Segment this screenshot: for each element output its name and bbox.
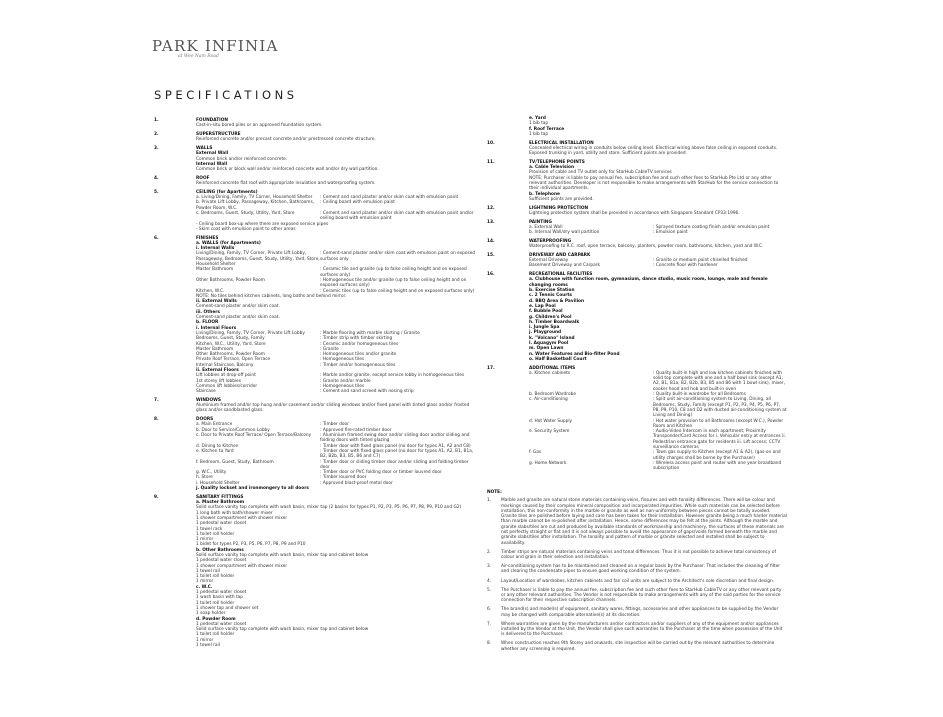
spec-line: 1 bib tap — [529, 121, 549, 127]
spec-row-item: Internal Staircase, Balcony — [196, 362, 254, 368]
spec-line: Aluminium framed and/or top hung and/or casement and/or sliding windows and/or fixed panel with tinted glass and/or frosted glass and/or sandblasted glass. — [196, 403, 470, 414]
spec-row-value: : Marble and/or granite, except service lobby in homogeneous tiles — [320, 373, 465, 379]
notes-list — [487, 498, 787, 652]
spec-row-value: : Timber and/or homogeneous tiles — [320, 362, 396, 368]
note-item — [487, 579, 787, 584]
spec-row — [529, 461, 787, 472]
notes-section — [487, 490, 787, 656]
spec-section-number: 16. — [487, 272, 495, 278]
spec-line: 1 toilet roll holder — [196, 600, 235, 606]
notes-label: NOTE: — [487, 490, 502, 495]
spec-row-item: Master Bathroom — [196, 267, 234, 273]
note-text: Air-conditioning system has to be maintained and cleaned on a regular basis by the Purchaser. That includes the cleaning of filter and clearing the condensate pipes to ensure good working condition of the system. — [501, 564, 780, 575]
spec-section-body — [487, 165, 787, 202]
spec-line: f. Bubble Pool — [529, 309, 563, 315]
spec-line: a. Cable Television — [529, 165, 575, 171]
spec-line: 1 mirror — [196, 537, 214, 543]
spec-row-item: Living/Dining, Family, TV Corner, Private Lift Lobby — [196, 330, 305, 336]
note-item — [487, 564, 787, 575]
spec-section-number: 6. — [154, 235, 159, 241]
spec-section-body — [487, 146, 787, 157]
spec-section-title: PAINTING — [529, 219, 552, 225]
spec-row-item: Bedrooms, Guest, Study, Family — [196, 336, 265, 342]
spec-section-body — [487, 225, 787, 236]
spec-row — [529, 371, 787, 392]
spec-row-value: : Quality built-in high and low kitchen cabinets finished with solid top complete with one and a half bowl sink (except A1, A2, B1, B1a, B2, B2b, B3, B5 and B6 with 1 bowl sink), mixer, cooker hood and hob and built-in oven — [653, 370, 786, 392]
spec-row-value: : Granite and/or marble — [320, 378, 371, 384]
spec-section — [487, 253, 787, 269]
spec-row-item: b. Internal Wall/dry wall partition — [529, 230, 600, 236]
spec-section-title: LIGHTNING PROTECTION — [529, 205, 589, 211]
spec-row — [196, 278, 476, 289]
spec-section — [487, 116, 787, 137]
spec-line: d. BBQ Area & Pavilion — [529, 298, 585, 304]
spec-line: c. W.C. — [196, 584, 213, 590]
spec-row-item: a. External Wall — [529, 224, 563, 230]
spec-row-value: : Homogeneous tile and/or granite (up to false ceiling height and on exposed surfaces only) — [320, 277, 467, 289]
spec-section-title: SANITARY FITTINGS — [196, 494, 244, 500]
spec-row — [196, 389, 476, 394]
spec-section-title: DOORS — [196, 417, 214, 423]
brand-name: PARK INFINIA — [152, 37, 279, 55]
spec-line: b. Telephone — [529, 191, 560, 197]
spec-line: 1 pedestal water closet — [196, 590, 247, 596]
note-text: Timber strips are natural materials containing veins and tonal differences. Thus it is not possible to achieve total consistency of colour and grain in their selection and installation. — [501, 549, 776, 561]
spec-line: 1 pedestal water closet — [196, 558, 247, 564]
spec-row-item: Other Bathrooms, Powder Room — [196, 352, 265, 358]
spec-section-title: WINDOWS — [196, 397, 221, 403]
spec-row-item: c. Bedrooms, Guest, Study, Utility, Yard, Store — [196, 211, 295, 217]
spec-row — [196, 267, 476, 278]
spec-line: b. Other Bathrooms — [196, 547, 244, 553]
spec-section — [487, 239, 787, 250]
spec-line: a. Master Bathroom — [196, 500, 245, 506]
spec-section — [154, 495, 476, 649]
spec-section-title: FINISHES — [196, 235, 219, 241]
spec-row-item: b. Bedroom Wardrobe — [529, 392, 576, 398]
spec-line: Common brick or block wall and/or reinforced concrete wall and/or dry wall partition. — [196, 167, 379, 173]
spec-row-value: : Timber door or PVC folding door or timber louvred door — [320, 470, 442, 476]
spec-row-value: : Ceramic tiles (up to false ceiling height and on exposed surfaces only) — [320, 288, 475, 294]
spec-line: 1 toilet roll holder — [196, 632, 235, 638]
spec-row-item: Basement Driveway and Carpark — [529, 263, 601, 269]
spec-row-item: a. Living/Dining, Family, TV Corner, Household Shelter — [196, 195, 313, 201]
note-number: 3. — [487, 564, 492, 570]
spec-section-body — [154, 137, 476, 142]
spec-line: e. Lap Pool — [529, 303, 556, 309]
spec-row-value: : Cement-sand plaster and/or skim coat with emulsion paint on exposed surfaces only — [320, 251, 476, 262]
spec-row-item: c. Air-conditioning — [529, 397, 568, 403]
spec-line: ii. External Walls — [196, 299, 237, 305]
spec-section-title: WATERPROOFING — [529, 238, 572, 244]
spec-row — [196, 200, 476, 211]
spec-section — [487, 220, 787, 236]
spec-row-item: 1st storey lift lobbies — [196, 378, 242, 384]
note-text: The brand(s) and model(s) of equipment, sanitary wares, fittings, accessories and other appliances to be supplied by the Vendor may be changed with comparable alternative(s) at its discretion. — [501, 607, 779, 618]
spec-row — [529, 230, 787, 235]
spec-line: - Skim coat with emulsion paint to other areas — [196, 226, 296, 232]
spec-section-number: 15. — [487, 252, 495, 258]
spec-section-number: 3. — [154, 145, 159, 151]
spec-line: Solid surface vanity top complete with wash basin, mixer tap and cabinet below — [196, 627, 369, 633]
spec-row-item: b. Private Lift Lobby, Passageway, Kitchen, Bathrooms, Powder Room, W.C. — [196, 200, 315, 211]
spec-row-item: b. Door to Service/Common Lobby — [196, 427, 270, 433]
spec-section-body — [487, 211, 787, 216]
spec-row — [529, 419, 787, 430]
note-text: The Purchaser is liable to pay the annual fee, subscription fee and such other fees to StarHub CableTV or any other relevant party or any other relevant authorities. The Vendor is not responsible to make arrangements with any of the said parties for the service connection for their respective subscription channels. — [501, 587, 782, 604]
spec-row-value: : Quality built-in wardrobe for all Bedrooms — [653, 392, 746, 398]
spec-row — [529, 450, 787, 461]
spec-section — [154, 190, 476, 232]
spec-line: a. WALLS (for Apartments) — [196, 240, 261, 246]
spec-section-body — [154, 241, 476, 395]
spec-line: f. Roof Terrace — [529, 126, 565, 132]
spec-section — [154, 132, 476, 143]
note-item — [487, 622, 787, 638]
spec-line: i. Internal Walls — [196, 246, 235, 252]
spec-line: k. "Volcano" Island — [529, 335, 575, 341]
spec-line: Provision of cable and TV outlet only for StarHub CableTV services — [529, 170, 672, 176]
note-item — [487, 588, 787, 604]
spec-row-item: f. Bedroom, Guest, Study, Bathroom — [196, 459, 274, 465]
spec-row-item: e. Kitchen to Yard — [196, 448, 234, 454]
spec-line: m. Open Lawn — [529, 346, 564, 352]
spec-row-item: Private Roof Terrace, Open Terrace — [196, 357, 271, 363]
spec-row — [196, 211, 476, 222]
spec-row-value: : Timber door or sliding timber door and/or sliding and folding timber door — [320, 459, 469, 470]
note-number: 5. — [487, 587, 492, 593]
spec-section — [487, 272, 787, 362]
spec-row-value: : Granite or medium point chiselled finished — [653, 258, 748, 264]
spec-row-value: : Audio-Video Intercom in each apartment; Proximity Transponder/Card Access for i. Vehicular entry at entrances ii. Pedestrian entrance gate for residents iii. Lift access; CCTV surveillance cameras — [653, 429, 786, 451]
spec-line: d. Powder Room — [196, 616, 236, 622]
spec-line: Internal Wall — [196, 161, 228, 167]
spec-row-item: e. Security System — [529, 429, 570, 435]
spec-section-number: 8. — [154, 417, 159, 423]
spec-section-body — [154, 195, 476, 232]
spec-section — [487, 366, 787, 472]
spec-section-body — [487, 244, 787, 249]
spec-line: 1 long bath with bath/shower mixer — [196, 510, 273, 516]
spec-row-value: : Sprayed texture coating finish and/or emulsion paint — [653, 224, 770, 230]
note-text: Marble and granite are natural stone materials containing veins, fissures and with tonality differences. There will be colour and markings caused by their complex mineral composition and incorporated impurities. While such materials can be selected before installation, this non-conformity in the marble or granite as well as non-uniformity between pieces cannot be totally avoided. Granite tiles are polished before laying and care has been taken for their installation. However granite being a much harder material than marble cannot be re-polished after installation. Hence, some differences may be felt at the joints. Although the marble and granite slabs/tiles are cut and produced by available standards of workmanship and machinery, the surfaces of these materials are not perfectly straight or flat and it is not always possible to avoid the appearance of gaps/voids formed beneath the marble and granite slabs/tiles after installation. The tonality and pattern of marble or granite selected and installed shall be subject to availability. — [501, 498, 787, 546]
note-number: 7. — [487, 621, 492, 627]
spec-section-body — [154, 181, 476, 186]
spec-line: Common brick and/or reinforced concrete. — [196, 156, 288, 162]
spec-row-value: : Split unit air-conditioning system to Living, Dining, all Bedrooms, Study, Family (except P1, P2, P3, P4, P5, P6, P7, P8, P9, P10, C8 and D2 with ducted air-conditioning system at Living and Dining) — [653, 397, 787, 419]
spec-section — [154, 417, 476, 491]
spec-section-body — [154, 403, 476, 414]
spec-row-value: : Ceramic tile and granite (up to false ceiling height and on exposed surfaces only) — [320, 267, 467, 278]
spec-line: o. Half Basketball Court — [529, 356, 587, 362]
note-text: Where warranties are given by the manufacturers and/or contractors and/or suppliers of any of the equipment and/or appliances installed by the Vendor at the Unit, the Vendor shall give such warranties to the Purchaser at the time when possession of the Unit is delivered to the Purchaser. — [501, 621, 783, 638]
spec-line: 1 towel rail — [196, 568, 220, 574]
spec-section-title: CEILING (for Apartments) — [196, 189, 258, 195]
spec-row-item: a. Kitchen cabinets — [529, 370, 571, 376]
spec-line: Cement-sand plaster and/or skim coat. — [196, 315, 280, 321]
spec-row — [196, 460, 476, 471]
spec-line: 1 shower tap and shower set — [196, 605, 259, 611]
spec-line: 1 toilet roll holder — [196, 531, 235, 537]
spec-section-title: TV/TELEPHONE POINTS — [529, 159, 585, 165]
spec-section-number: 12. — [487, 205, 495, 211]
spec-section-body — [154, 151, 476, 172]
spec-line: b. Exercise Station — [529, 288, 575, 294]
spec-line: n. Water Features and Bio-filter Pond — [529, 351, 620, 357]
spec-line: c. 2 Tennis Courts — [529, 293, 572, 299]
spec-section — [487, 160, 787, 202]
note-number: 8. — [487, 641, 492, 647]
spec-row-value: : Ceiling board with emulsion paint — [320, 200, 395, 206]
note-number: 1. — [487, 498, 492, 504]
spec-row-value: : Timber louvred door — [320, 475, 367, 481]
spec-line: 1 bidet for types P2, P3, P5, P6, P7, P8, P9 and P10 — [196, 542, 306, 548]
spec-line: Solid surface vanity top complete with wash basin, mixer tap (2 basins for types P1, P2, P3, P5, P6, P7, P8, P9, P10 and G2) — [196, 505, 462, 511]
spec-row-value: : Emulsion paint — [653, 230, 688, 236]
spec-line: Reinforced concrete flat roof with appropriate insulation and waterproofing system. — [196, 181, 376, 187]
spec-line: 1 towel rack — [196, 526, 223, 532]
spec-row-value: : Ceramic and/or homogeneous tiles — [320, 341, 399, 347]
spec-section — [154, 398, 476, 414]
spec-section-title: WALLS — [196, 145, 213, 151]
spec-row-value: : Approved blast-proof metal door — [320, 480, 393, 486]
spec-row-value: : Homogeneous tiles and/or granite — [320, 352, 397, 358]
spec-line: i. Internal Floors — [196, 325, 237, 331]
spec-line: NOTE: No tiles behind kitchen cabinets, long baths and behind mirror. — [196, 293, 347, 299]
spec-line: External Wall — [196, 151, 229, 157]
spec-section-number: 2. — [154, 131, 159, 137]
note-item — [487, 498, 787, 546]
spec-section-title: ADDITIONAL ITEMS — [529, 365, 576, 371]
spec-row-value: : Wireless access point and router with one year broadband subscription — [653, 460, 782, 472]
spec-row-item: Common lift lobbies/corridor — [196, 383, 258, 389]
spec-section-body — [487, 258, 787, 269]
spec-line: Reinforced concrete and/or precast concrete and/or prestressed concrete structure. — [196, 137, 376, 143]
spec-line: 1 soap holder — [196, 611, 226, 617]
spec-line: 1 mirror — [196, 637, 214, 643]
specs-left-column — [154, 118, 476, 652]
note-number: 2. — [487, 549, 492, 555]
spec-line: 1 shower compartment with shower mixer — [196, 515, 288, 521]
spec-row-item: Kitchen, W.C., Utility, Yard, Store — [196, 341, 266, 347]
spec-section — [487, 206, 787, 217]
spec-section-title: ELECTRICAL INSTALLATION — [529, 140, 594, 146]
spec-row-value: : Town gas supply to Kitchen (except A1 & A2), (gas-on and utility charges shall be borne by the Purchaser) — [653, 450, 781, 461]
spec-line: Cast-in-situ bored piles or an approved foundation system. — [196, 123, 323, 129]
spec-row-value: : Concrete floor with hardener — [653, 263, 718, 269]
spec-section-title: DRIVEWAY AND CARPARK — [529, 252, 591, 258]
spec-row-value: : Marble flooring with marble skirting / Granite — [320, 330, 420, 336]
note-number: 4. — [487, 578, 492, 584]
spec-section — [154, 236, 476, 395]
spec-line: - Ceiling board box-up where there are exposed service pipes — [196, 221, 329, 227]
spec-line: 1 wash basin with tap — [196, 595, 243, 601]
spec-line: Lightning protection system shall be provided in accordance with Singapore Standard CP33:1996. — [529, 210, 740, 216]
spec-line: g. Children's Pool — [529, 314, 572, 320]
spec-line: i. Jungle Spa — [529, 325, 560, 331]
spec-section-body — [487, 371, 787, 472]
spec-row-value: : Approved fire-rated timber door — [320, 427, 392, 433]
spec-row-item: Lift lobbies at drop-off point — [196, 373, 256, 379]
spec-section-number: 11. — [487, 159, 495, 165]
spec-row-value: : Homogeneous tiles — [320, 383, 365, 389]
spec-row-item: d. Dining to Kitchen — [196, 443, 239, 449]
spec-line: j. Playground — [529, 330, 562, 336]
spec-section-number: 5. — [154, 189, 159, 195]
spec-row-item: i. Household Shelter — [196, 480, 240, 486]
spec-row — [196, 251, 476, 267]
spec-section-number: 9. — [154, 494, 159, 500]
note-text: When construction reaches 9th Storey and onwards, site inspection will be carried out by the relevant authorities to determine whether any screening is required. — [501, 641, 775, 652]
spec-line: Concealed electrical wiring in conduits below ceiling level. Electrical wiring above false ceiling in exposed conduits. Exposed trunking in yard, utility and store. Sufficient points are provided. — [529, 145, 778, 157]
note-text: Layout/Location of wardrobes, kitchen cabinets and fan coil units are subject to the Architect's sole discretion and final design. — [501, 578, 775, 584]
spec-line: j. Quality lockset and ironmongery to all doors — [196, 486, 309, 492]
spec-row — [529, 397, 787, 418]
spec-line: b. FLOOR — [196, 320, 219, 326]
spec-row — [529, 263, 787, 268]
spec-line: Waterproofing to R.C. roof, open terrace, balcony, planters, powder room, bathrooms, kitchen, yard and W.C. — [529, 244, 764, 250]
note-number: 6. — [487, 607, 492, 613]
spec-row-value: : Granite — [320, 346, 339, 352]
specs-right-column — [487, 116, 787, 475]
spec-row-value: : Timber door with fixed glass panel (no door for types A1, A2 and C8) — [320, 443, 471, 449]
spec-section-number: 14. — [487, 238, 495, 244]
spec-section-body — [487, 116, 787, 137]
brand-logo — [152, 38, 282, 68]
spec-section-number: 10. — [487, 140, 495, 146]
spec-row-value: : Cement and sand plaster and/or skim coat with emulsion paint — [320, 195, 459, 201]
spec-row-value: : Timber door with fixed glass panel (no door for types A1, A2, B1, B1a, B2, B2b, B3, B5, B6 and C7) — [320, 448, 474, 460]
spec-section-body — [154, 123, 476, 128]
spec-section — [154, 118, 476, 129]
spec-line: NOTE: Purchaser is liable to pay annual fee, subscription fee and such other fees to StarHub Pte Ltd or any other relevant authorities. Developer is not responsible to make arrangements with StarHub for the service connection to their individual apartments. — [529, 175, 779, 192]
spec-row-value: : Timber strip with timber skirting — [320, 336, 393, 342]
spec-row-item: f. Gas — [529, 450, 542, 456]
spec-section — [154, 176, 476, 187]
spec-section-number: 17. — [487, 365, 495, 371]
note-item — [487, 550, 787, 561]
spec-line: 1 mirror — [196, 579, 214, 585]
spec-row-value: : Cement and sand screed with nosing strip — [320, 389, 414, 395]
spec-section-body — [154, 422, 476, 491]
spec-row-value: : Cement and sand plaster and/or skim coat with emulsion paint and/or ceiling board with emulsion paint — [320, 211, 474, 222]
spec-line: l. Aquagym Pool — [529, 341, 569, 347]
spec-row-item: Staircase — [196, 389, 216, 395]
spec-row-item: External Driveway — [529, 258, 569, 264]
spec-section — [487, 141, 787, 157]
spec-line: 1 shower compartment with shower mixer — [196, 563, 288, 569]
spec-row-value: : Timber door — [320, 422, 349, 428]
spec-section-title: SUPERSTRUCTURE — [196, 131, 241, 137]
spec-line: 1 pedestal water closet — [196, 521, 247, 527]
spec-row-item: Kitchen, W.C. — [196, 288, 225, 294]
spec-row-value: : Aluminium framed swing door and/or sliding door and/or sliding and folding doors with tinted glazing — [320, 433, 470, 444]
spec-line: e. Yard — [529, 116, 546, 121]
spec-section — [154, 146, 476, 172]
spec-row-item: h. Store — [196, 475, 213, 481]
spec-row-item: Master Bathroom — [196, 346, 234, 352]
spec-line: Solid surface vanity top complete with wash basin, mixer tap and cabinet below — [196, 552, 369, 558]
spec-line: 1 bib tap — [529, 131, 549, 137]
spec-section-number: 1. — [154, 118, 159, 123]
spec-section-body — [487, 277, 787, 362]
spec-row — [196, 433, 476, 444]
spec-row — [196, 449, 476, 460]
spec-line: h. Timber Boardwalk — [529, 319, 580, 325]
note-item — [487, 607, 787, 618]
spec-line: Cement-sand plaster and/or skim coat. — [196, 304, 280, 310]
spec-line: iii. Others — [196, 309, 220, 315]
spec-section-body — [154, 500, 476, 648]
spec-section-number: 4. — [154, 175, 159, 181]
spec-line: 1 pedestal water closet — [196, 621, 247, 627]
spec-line: a. Clubhouse with function room, gymnasium, dance studio, music room, lounge, male and female changing rooms — [529, 277, 768, 288]
spec-row-item: c. Door to Private Roof Terrace/ Open Terrace/Balcony — [196, 433, 312, 439]
spec-section-title: ROOF — [196, 175, 210, 181]
spec-row-item: Living/Dining, Family, TV Corner, Private Lift Lobby, Passageway, Bedrooms, Guest, Study, Utility, Yard, Store, Household Shelter — [196, 251, 320, 268]
spec-row-value: : Homogeneous tiles — [320, 357, 365, 363]
spec-section-title: RECREATIONAL FACILITIES — [529, 272, 593, 278]
spec-section-number: 7. — [154, 397, 159, 403]
spec-row-item: a. Main Entrance — [196, 422, 233, 428]
spec-row-value: : Hot water provision to all Bathrooms (except W.C.), Powder Room and Kitchen — [653, 418, 784, 429]
spec-line: 1 towel rail — [196, 643, 220, 649]
page-title: SPECIFICATIONS — [154, 88, 298, 102]
spec-row-item: g. W.C., Utility — [196, 470, 227, 476]
brand-tagline: at Wee Nam Road — [178, 54, 219, 59]
spec-line: Sufficient points are provided. — [529, 196, 594, 202]
spec-section-title: FOUNDATION — [196, 118, 229, 123]
spec-row-item: g. Home Network — [529, 460, 567, 466]
spec-row — [529, 429, 787, 450]
spec-row-item: Other Bathrooms, Powder Room — [196, 277, 265, 283]
spec-line: ii. External Floors — [196, 368, 239, 374]
note-item — [487, 641, 787, 652]
spec-row-item: d. Hot Water Supply — [529, 418, 573, 424]
spec-line: 1 toilet roll holder — [196, 574, 235, 580]
spec-section-number: 13. — [487, 219, 495, 225]
